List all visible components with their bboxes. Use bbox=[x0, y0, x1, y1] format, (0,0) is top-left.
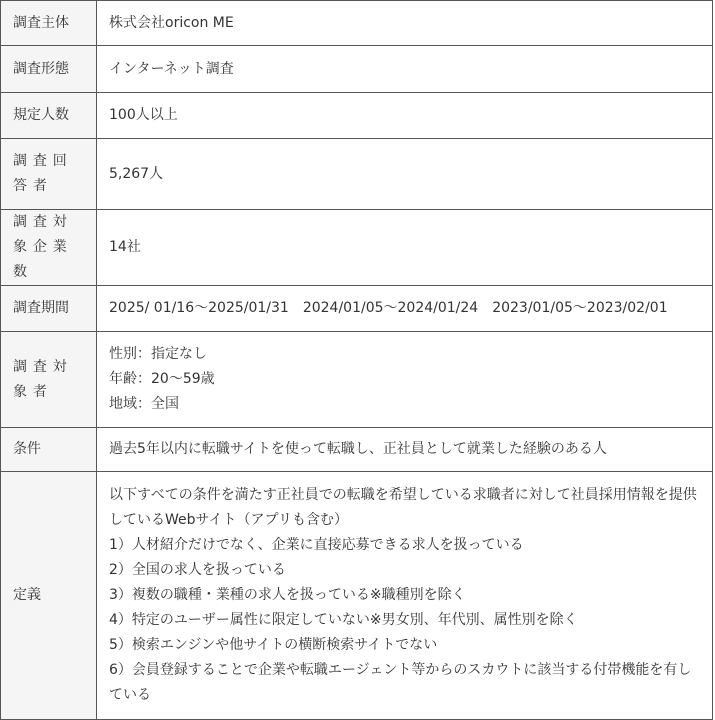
row-value bbox=[97, 1, 713, 46]
value-line: 6）会員登録することで企業や転職エージェント等からのスカウトに該当する付帯機能を有している bbox=[109, 662, 692, 703]
row-value bbox=[97, 139, 713, 210]
row-label: 調査回答者 bbox=[1, 139, 97, 210]
table-row-survey-format bbox=[1, 46, 713, 93]
value-line: インターネット調査 bbox=[109, 60, 234, 77]
row-value bbox=[97, 472, 713, 720]
value-line: 14社 bbox=[109, 239, 141, 255]
table-row-survey-entity bbox=[1, 1, 713, 46]
row-label: 定義 bbox=[1, 472, 97, 720]
row-value bbox=[97, 332, 713, 428]
row-label: 条件 bbox=[1, 428, 97, 472]
value-line: 5）検索エンジンや他サイトの横断検索サイトでない bbox=[109, 637, 438, 653]
row-value bbox=[97, 286, 713, 332]
value-line: 株式会社oricon ME bbox=[109, 14, 234, 31]
row-value bbox=[97, 210, 713, 286]
row-label: 調査対象者 bbox=[1, 332, 97, 428]
value-line: 1）人材紹介だけでなく、企業に直接応募できる求人を扱っている bbox=[109, 537, 524, 553]
row-label: 調査期間 bbox=[1, 286, 97, 332]
row-label: 調査主体 bbox=[1, 1, 97, 46]
table-row-target-companies bbox=[1, 210, 713, 286]
value-line: 2025/ 01/16～2025/01/31 2024/01/05～2024/01/24 2023/01/05～2023/02/01 bbox=[109, 300, 668, 316]
value-line: 地域：全国 bbox=[109, 396, 179, 412]
value-line: 5,267人 bbox=[109, 165, 164, 182]
table-row-survey-period bbox=[1, 286, 713, 332]
row-label: 規定人数 bbox=[1, 93, 97, 139]
value-line: 性別：指定なし bbox=[109, 346, 207, 362]
row-value bbox=[97, 46, 713, 93]
value-line: 3）複数の職種・業種の求人を扱っている※職種別を除く bbox=[109, 587, 466, 603]
table-row-target-respondents bbox=[1, 332, 713, 428]
row-label: 調査形態 bbox=[1, 46, 97, 93]
row-label: 調査対象企業数 bbox=[1, 210, 97, 286]
table-row-definition bbox=[1, 472, 713, 720]
row-value bbox=[97, 93, 713, 139]
value-line: 年齢：20～59歳 bbox=[109, 371, 215, 387]
value-line: 4）特定のユーザー属性に限定していない※男女別、年代別、属性別を除く bbox=[109, 612, 578, 628]
value-line: 100人以上 bbox=[109, 107, 178, 123]
row-value bbox=[97, 428, 713, 472]
value-line: 2）全国の求人を扱っている bbox=[109, 562, 286, 578]
value-line: 過去5年以内に転職サイトを使って転職し、正社員として就業した経験のある人 bbox=[109, 441, 607, 457]
value-line: 以下すべての条件を満たす正社員での転職を希望している求職者に対して社員採用情報を提供しているWebサイト（アプリも含む） bbox=[109, 487, 697, 528]
table-row-respondents bbox=[1, 139, 713, 210]
table-row-company-size bbox=[1, 93, 713, 139]
table-row-conditions bbox=[1, 428, 713, 472]
